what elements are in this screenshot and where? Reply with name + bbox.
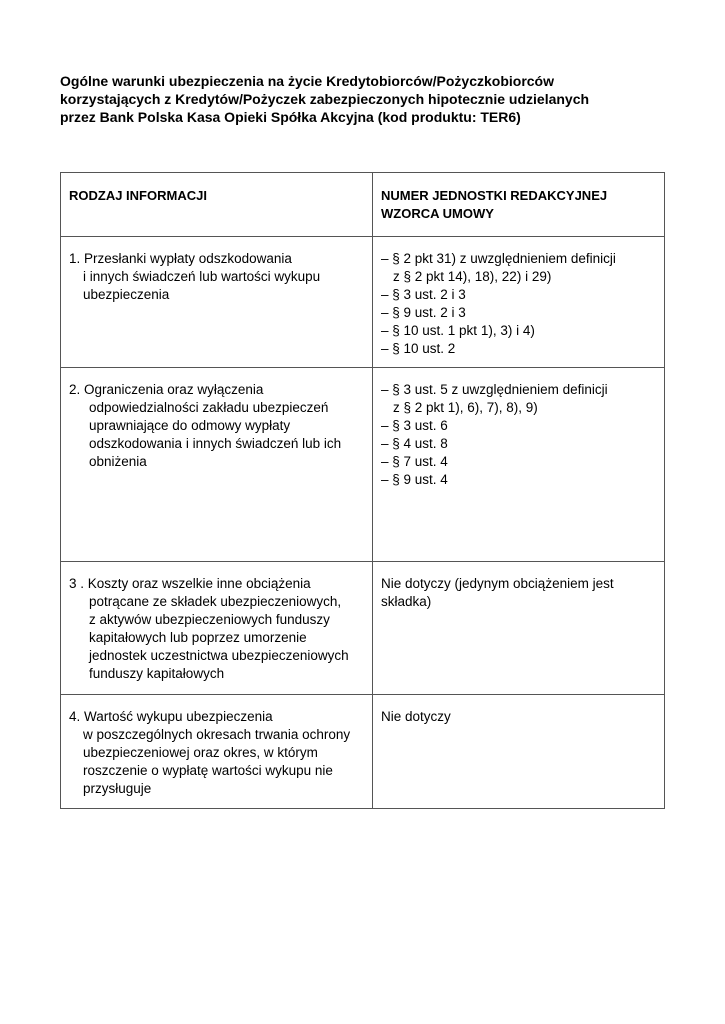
cell-line: – § 10 ust. 2	[381, 341, 456, 356]
information-type-cell	[61, 695, 373, 809]
cell-line: funduszy kapitałowych	[89, 666, 225, 681]
editorial-unit-cell	[373, 695, 665, 809]
table-row	[61, 368, 665, 562]
cell-line: składka)	[381, 594, 432, 609]
cell-line: Nie dotyczy	[381, 709, 451, 724]
cell-line: z § 2 pkt 1), 6), 7), 8), 9)	[393, 400, 538, 415]
cell-line: jednostek uczestnictwa ubezpieczeniowych	[89, 648, 349, 663]
editorial-unit-cell	[373, 368, 665, 562]
cell-line: w poszczególnych okresach trwania ochrony	[83, 727, 351, 742]
cell-line: ubezpieczenia	[83, 287, 170, 302]
cell-line: odpowiedzialności zakładu ubezpieczeń	[89, 400, 329, 415]
cell-line: odszkodowania i innych świadczeń lub ich	[89, 436, 342, 451]
cell-line: z aktywów ubezpieczeniowych funduszy	[89, 612, 330, 627]
editorial-unit-cell	[373, 237, 665, 368]
cell-line: z § 2 pkt 14), 18), 22) i 29)	[393, 269, 552, 284]
cell-line: roszczenie o wypłatę wartości wykupu nie	[83, 763, 333, 778]
cell-line: – § 3 ust. 5 z uwzględnieniem definicji	[381, 382, 608, 397]
cell-line: przysługuje	[83, 781, 152, 796]
table-row	[61, 695, 665, 809]
cell-line: – § 7 ust. 4	[381, 454, 448, 469]
table-row	[61, 562, 665, 695]
cell-line: – § 3 ust. 6	[381, 418, 448, 433]
cell-line: – § 3 ust. 2 i 3	[381, 287, 466, 302]
cell-line: 1. Przesłanki wypłaty odszkodowania	[69, 251, 292, 266]
cell-line: – § 4 ust. 8	[381, 436, 448, 451]
cell-line: 2. Ograniczenia oraz wyłączenia	[69, 382, 264, 397]
editorial-unit-cell	[373, 562, 665, 695]
cell-line: – § 9 ust. 4	[381, 472, 448, 487]
header-label: WZORCA UMOWY	[381, 206, 494, 221]
cell-line: ubezpieczeniowej oraz okres, w którym	[83, 745, 318, 760]
cell-line: i innych świadczeń lub wartości wykupu	[83, 269, 321, 284]
cell-line: 4. Wartość wykupu ubezpieczenia	[69, 709, 273, 724]
information-table	[60, 172, 665, 809]
information-type-cell	[61, 368, 373, 562]
cell-line: 3 . Koszty oraz wszelkie inne obciążenia	[69, 576, 311, 591]
cell-line: uprawniające do odmowy wypłaty	[89, 418, 291, 433]
cell-line: – § 9 ust. 2 i 3	[381, 305, 466, 320]
header-label: RODZAJ INFORMACJI	[69, 188, 207, 203]
cell-line: – § 2 pkt 31) z uwzględnieniem definicji	[381, 251, 616, 266]
table-row	[61, 237, 665, 368]
information-type-cell	[61, 562, 373, 695]
cell-line: – § 10 ust. 1 pkt 1), 3) i 4)	[381, 323, 535, 338]
information-type-cell	[61, 237, 373, 368]
title-line: Ogólne warunki ubezpieczenia na życie Kredytobiorców/Pożyczkobiorców	[60, 73, 554, 89]
document-title	[60, 72, 680, 126]
table-header-row	[61, 173, 665, 237]
cell-line: potrącane ze składek ubezpieczeniowych,	[89, 594, 342, 609]
cell-line: obniżenia	[89, 454, 147, 469]
header-label: NUMER JEDNOSTKI REDAKCYJNEJ	[381, 188, 608, 203]
header-information-type	[61, 173, 373, 237]
header-editorial-unit	[373, 173, 665, 237]
cell-line: kapitałowych lub poprzez umorzenie	[89, 630, 307, 645]
title-line: korzystających z Kredytów/Pożyczek zabezpieczonych hipotecznie udzielanych	[60, 91, 590, 107]
cell-line: Nie dotyczy (jedynym obciążeniem jest	[381, 576, 614, 591]
title-line: przez Bank Polska Kasa Opieki Spółka Akcyjna (kod produktu: TER6)	[60, 109, 521, 125]
